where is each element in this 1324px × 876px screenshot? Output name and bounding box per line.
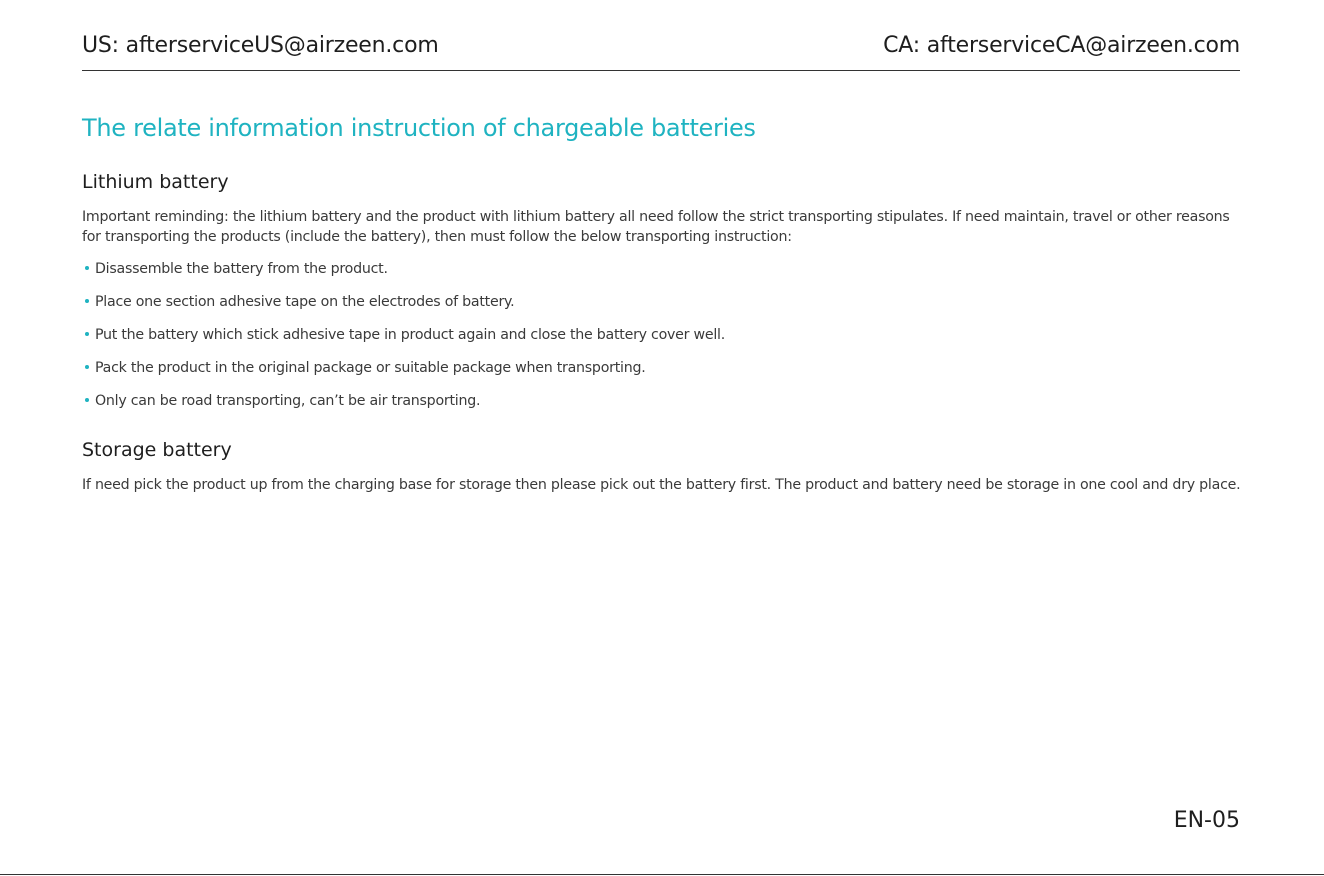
list-item <box>82 390 1242 423</box>
list-item-text: Pack the product in the original package or suitable package when transporting. <box>95 360 646 376</box>
page-header <box>82 30 1240 71</box>
bottom-divider <box>0 874 1324 875</box>
us-contact-email: US: afterserviceUS@airzeen.com <box>82 33 439 58</box>
list-item <box>82 324 1242 357</box>
bullet-dot-icon <box>85 332 89 336</box>
storage-battery-heading: Storage battery <box>82 439 232 461</box>
list-item-text: Only can be road transporting, can’t be air transporting. <box>95 393 481 409</box>
lithium-battery-heading: Lithium battery <box>82 171 229 193</box>
transport-steps-list <box>82 258 1242 423</box>
list-item <box>82 258 1242 291</box>
page-title: The relate information instruction of chargeable batteries <box>82 114 756 142</box>
list-item-text: Place one section adhesive tape on the electrodes of battery. <box>95 294 515 310</box>
bullet-dot-icon <box>85 365 89 369</box>
storage-battery-text: If need pick the product up from the charging base for storage then please pick out the battery first. The product and battery need be storage in one cool and dry place. <box>82 477 1241 493</box>
ca-contact-email: CA: afterserviceCA@airzeen.com <box>883 33 1240 58</box>
lithium-battery-intro: Important reminding: the lithium battery and the product with lithium battery all need follow the strict transporting stipulates. If need maintain, travel or other reasons for transporting the products (include the battery), then must follow the below transporting instruction: <box>82 209 1230 245</box>
bullet-dot-icon <box>85 266 89 270</box>
list-item <box>82 291 1242 324</box>
list-item-text: Put the battery which stick adhesive tape in product again and close the battery cover well. <box>95 327 725 343</box>
bullet-dot-icon <box>85 299 89 303</box>
bullet-dot-icon <box>85 398 89 402</box>
list-item <box>82 357 1242 390</box>
list-item-text: Disassemble the battery from the product. <box>95 261 388 277</box>
page-number: EN-05 <box>1173 808 1240 833</box>
